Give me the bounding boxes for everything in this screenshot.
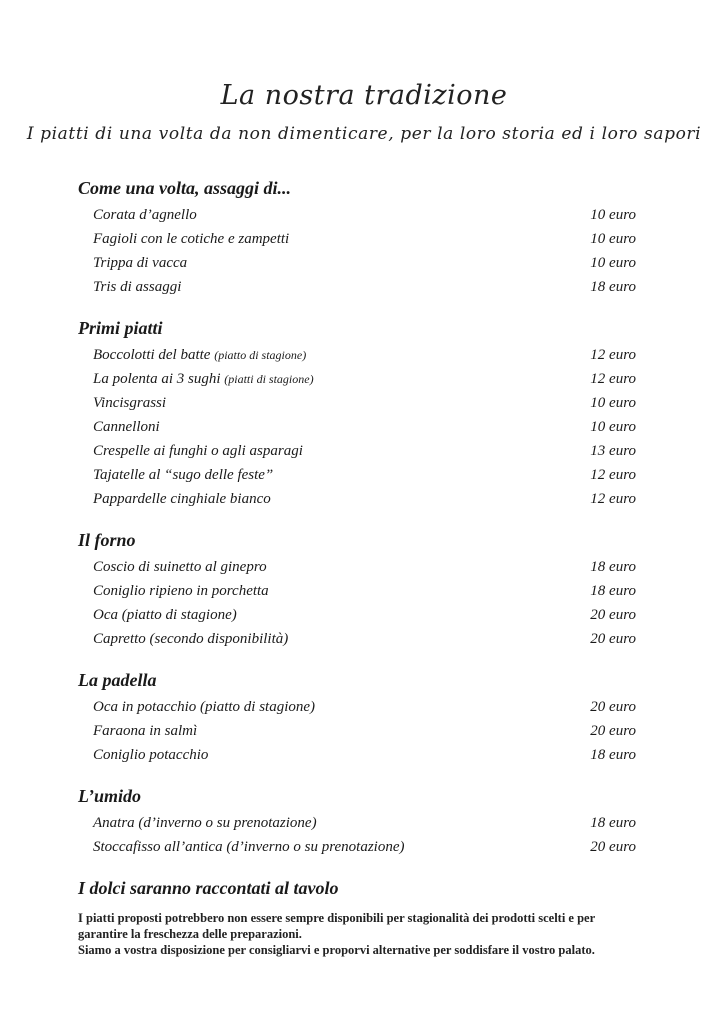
menu-item-name: Oca in potacchio (piatto di stagione) [93, 699, 316, 715]
menu-item-label [93, 415, 160, 439]
menu-item-label [93, 835, 404, 859]
menu-section [78, 176, 636, 299]
section-title: La padella [78, 670, 157, 690]
menu-item [78, 343, 636, 367]
menu-item [78, 743, 636, 767]
menu-item-label [93, 367, 314, 391]
menu-item-price: 20 euro [590, 839, 636, 855]
menu-item-label [93, 227, 289, 251]
menu-item-note: (piatti di stagione) [224, 372, 314, 386]
menu-item-price: 18 euro [590, 279, 636, 295]
menu-item-label [93, 743, 208, 767]
menu-body [78, 176, 636, 958]
menu-item [78, 415, 636, 439]
menu-item-label [93, 275, 181, 299]
menu-item-price: 20 euro [590, 631, 636, 647]
menu-item [78, 227, 636, 251]
section-title: Primi piatti [78, 318, 163, 338]
menu-item-name: Oca (piatto di stagione) [93, 607, 237, 623]
footer-disclaimer [78, 910, 636, 958]
menu-item [78, 627, 636, 651]
menu-item-price: 10 euro [590, 255, 636, 271]
menu-item-price: 12 euro [590, 347, 636, 363]
menu-item-price: 12 euro [590, 371, 636, 387]
menu-item-label [93, 811, 317, 835]
menu-item [78, 367, 636, 391]
menu-item-label [93, 439, 303, 463]
menu-item-price: 20 euro [590, 699, 636, 715]
menu-item [78, 391, 636, 415]
menu-item-name: Pappardelle cinghiale bianco [93, 491, 271, 507]
menu-item-name: Corata d’agnello [93, 207, 197, 223]
menu-item-name: Coniglio potacchio [93, 747, 209, 763]
menu-item [78, 251, 636, 275]
menu-section [78, 528, 636, 651]
menu-item-name: Faraona in salmì [93, 723, 198, 739]
menu-item-name: Trippa di vacca [93, 255, 188, 271]
menu-item-price: 10 euro [590, 419, 636, 435]
footer-line-availability: I piatti proposti potrebbero non essere sempre disponibili per stagionalità dei prodotti scelti e per garantire la freschezza delle preparazioni. [78, 911, 595, 941]
menu-item-label [93, 251, 187, 275]
menu-item-label [93, 487, 271, 511]
menu-item-label [93, 203, 197, 227]
menu-item-price: 18 euro [590, 559, 636, 575]
menu-item-label [93, 391, 166, 415]
menu-item-price: 10 euro [590, 395, 636, 411]
menu-item-label [93, 555, 267, 579]
section-title: Il forno [78, 530, 136, 550]
menu-item [78, 603, 636, 627]
menu-title: La nostra tradizione [220, 80, 508, 111]
menu-item-name: Anatra (d’inverno o su prenotazione) [93, 815, 317, 831]
menu-item-name: Coniglio ripieno in porchetta [93, 583, 269, 599]
menu-item-name: Coscio di suinetto al ginepro [93, 559, 267, 575]
menu-item-name: Fagioli con le cotiche e zampetti [93, 231, 290, 247]
menu-item-price: 12 euro [590, 467, 636, 483]
menu-item-label [93, 579, 269, 603]
menu-item-price: 18 euro [590, 815, 636, 831]
section-title: Come una volta, assaggi di... [78, 178, 292, 198]
menu-section [78, 668, 636, 767]
menu-item-label [93, 719, 197, 743]
menu-item-price: 18 euro [590, 747, 636, 763]
menu-item-note: (piatto di stagione) [214, 348, 307, 362]
menu-item-name: Boccolotti del batte [93, 347, 211, 363]
menu-item-name: Capretto (secondo disponibilità) [93, 631, 289, 647]
menu-item-name: Vincisgrassi [93, 395, 167, 411]
menu-item-name: Cannelloni [93, 419, 160, 435]
menu-item [78, 275, 636, 299]
menu-item-price: 10 euro [590, 207, 636, 223]
menu-section [78, 316, 636, 511]
menu-item-name: Stoccafisso all’antica (d’inverno o su prenotazione) [93, 839, 405, 855]
menu-item [78, 811, 636, 835]
menu-item [78, 463, 636, 487]
dolci-note: I dolci saranno raccontati al tavolo [78, 878, 339, 898]
menu-item [78, 439, 636, 463]
menu-item-price: 20 euro [590, 723, 636, 739]
menu-item [78, 555, 636, 579]
menu-item-name: Tajatelle al “sugo delle feste” [93, 467, 274, 483]
menu-item-price: 18 euro [590, 583, 636, 599]
menu-item-name: Crespelle ai funghi o agli asparagi [93, 443, 303, 459]
menu-item-price: 10 euro [590, 231, 636, 247]
menu-item [78, 487, 636, 511]
menu-item [78, 695, 636, 719]
menu-item-label [93, 603, 237, 627]
menu-item-name: La polenta ai 3 sughi [93, 371, 221, 387]
menu-item [78, 579, 636, 603]
menu-sections [78, 176, 636, 859]
menu-item [78, 203, 636, 227]
menu-item-price: 20 euro [590, 607, 636, 623]
menu-item-label [93, 627, 288, 651]
section-title: L’umido [78, 786, 142, 806]
menu-item-label [93, 463, 273, 487]
menu-item-name: Tris di assaggi [93, 279, 182, 295]
menu-item-price: 13 euro [590, 443, 636, 459]
footer-line-advice: Siamo a vostra disposizione per consigliarvi e proporvi alternative per soddisfare il vostro palato. [78, 943, 595, 957]
menu-item [78, 835, 636, 859]
menu-section [78, 784, 636, 859]
menu-subtitle: I piatti di una volta da non dimenticare, per la loro storia ed i loro sapori [26, 124, 702, 144]
menu-item-price: 12 euro [590, 491, 636, 507]
menu-item-label [93, 343, 306, 367]
menu-item-label [93, 695, 315, 719]
menu-item [78, 719, 636, 743]
